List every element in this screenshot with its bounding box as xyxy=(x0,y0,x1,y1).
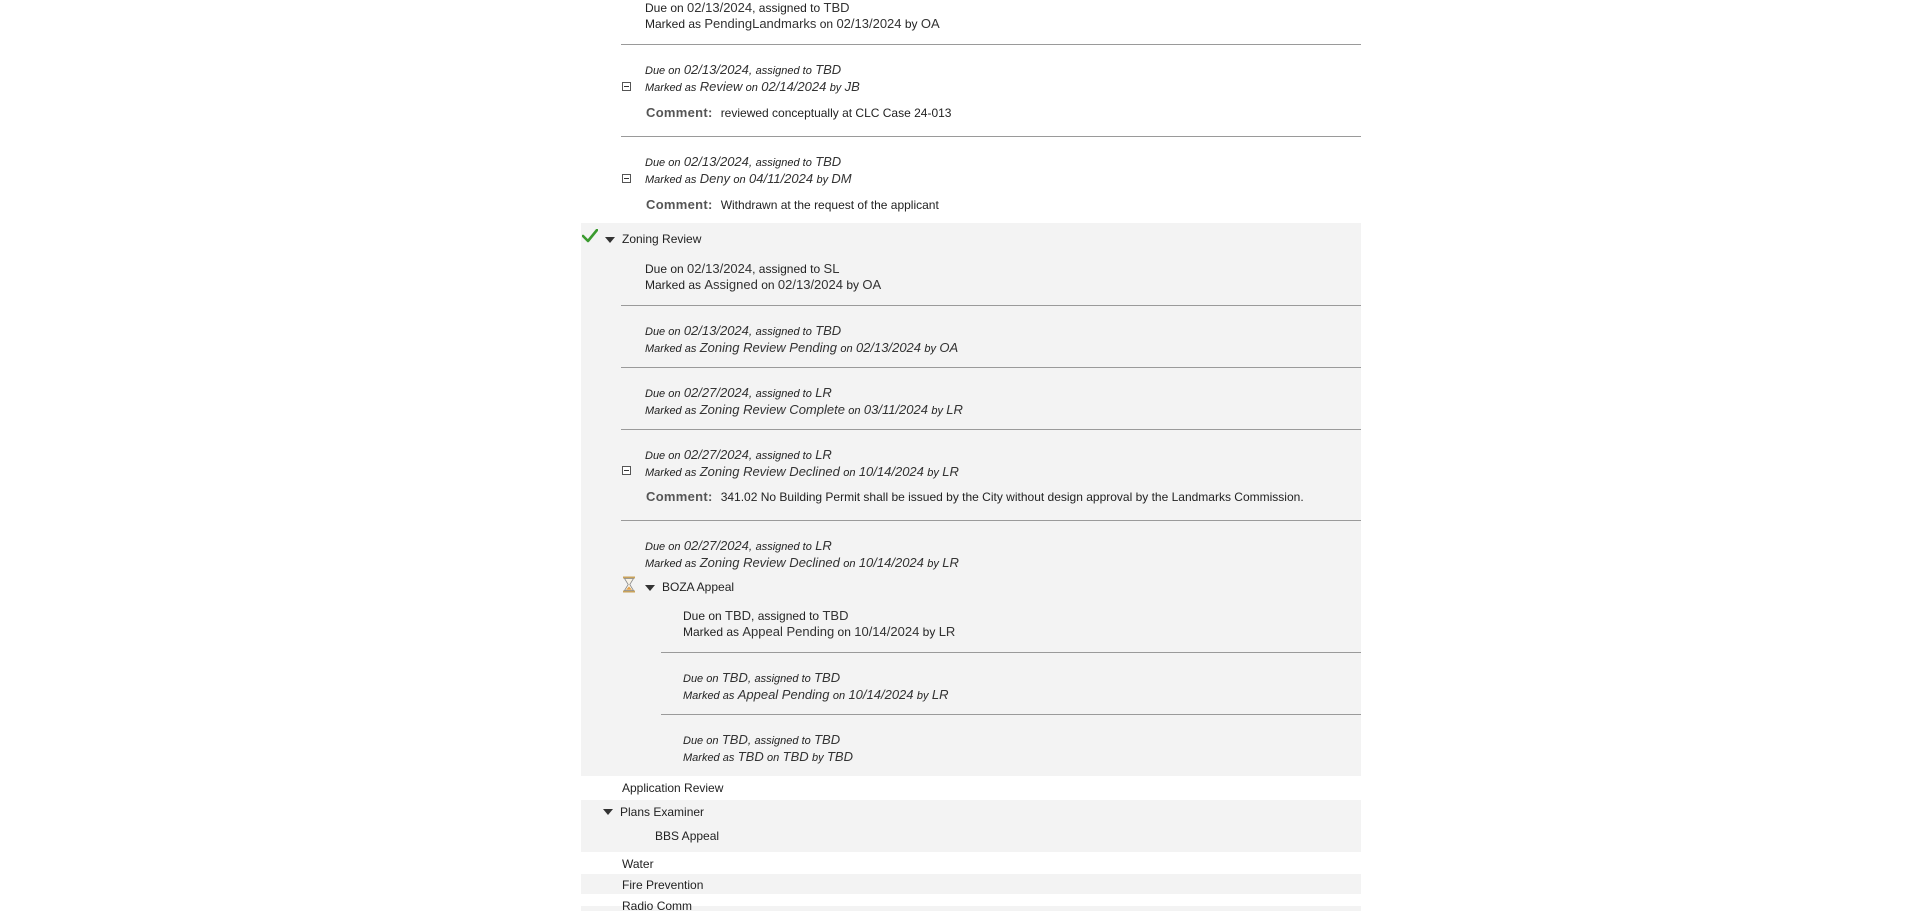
application-review-item[interactable]: Application Review xyxy=(622,781,724,795)
hourglass-icon xyxy=(621,576,637,593)
divider xyxy=(661,714,1361,715)
plans-examiner-item[interactable]: Plans Examiner xyxy=(620,805,705,819)
history-entry: Due on 02/27/2024, assigned to LR Marked as Zoning Review Complete on 03/11/2024 by LR xyxy=(645,385,963,417)
water-item[interactable]: Water xyxy=(622,857,654,871)
fire-prevention-item[interactable]: Fire Prevention xyxy=(622,878,704,892)
comment: Comment: 341.02 No Building Permit shall be issued by the City without design approval by the Landmarks Commission. xyxy=(646,489,1304,504)
comment: Comment: reviewed conceptually at CLC Case 24-013 xyxy=(646,105,952,120)
collapse-comment-icon[interactable] xyxy=(622,174,631,183)
history-entry: Due on 02/13/2024, assigned to TBD Marked as PendingLandmarks on 02/13/2024 by OA xyxy=(645,0,940,31)
divider xyxy=(621,136,1361,137)
bbs-appeal-item[interactable]: BBS Appeal xyxy=(655,829,720,843)
divider xyxy=(621,520,1361,521)
history-entry: Due on 02/27/2024, assigned to LR Marked as Zoning Review Declined on 10/14/2024 by LR xyxy=(645,447,959,479)
divider xyxy=(621,305,1361,306)
history-entry: Due on 02/13/2024, assigned to TBD Marked as Zoning Review Pending on 02/13/2024 by OA xyxy=(645,323,959,355)
history-entry: Due on 02/13/2024, assigned to TBD Marked as Review on 02/14/2024 by JB xyxy=(645,62,860,94)
comment: Comment: Withdrawn at the request of the applicant xyxy=(646,197,939,212)
radio-comm-row-bg xyxy=(581,906,1361,911)
collapse-comment-icon[interactable] xyxy=(622,466,631,475)
divider xyxy=(621,44,1361,45)
collapse-comment-icon[interactable] xyxy=(622,82,631,91)
history-entry: Due on TBD, assigned to TBD Marked as Appeal Pending on 10/14/2024 by LR xyxy=(683,608,956,639)
expand-caret-icon[interactable] xyxy=(605,237,615,243)
history-entry: Due on 02/13/2024, assigned to SL Marked as Assigned on 02/13/2024 by OA xyxy=(645,261,882,292)
expand-caret-icon[interactable] xyxy=(603,809,613,815)
history-entry: Due on 02/13/2024, assigned to TBD Marked as Deny on 04/11/2024 by DM xyxy=(645,154,852,186)
history-entry: Due on 02/27/2024, assigned to LR Marked as Zoning Review Declined on 10/14/2024 by LR xyxy=(645,538,959,570)
divider xyxy=(621,429,1361,430)
boza-appeal-title[interactable]: BOZA Appeal xyxy=(662,580,735,594)
divider xyxy=(621,367,1361,368)
check-icon xyxy=(582,229,598,243)
history-entry: Due on TBD, assigned to TBD Marked as Appeal Pending on 10/14/2024 by LR xyxy=(683,670,949,702)
zoning-review-title[interactable]: Zoning Review xyxy=(622,232,702,246)
expand-caret-icon[interactable] xyxy=(645,585,655,591)
radio-comm-item[interactable]: Radio Comm xyxy=(622,899,693,913)
divider xyxy=(661,652,1361,653)
history-entry: Due on TBD, assigned to TBD Marked as TBD on TBD by TBD xyxy=(683,732,853,764)
